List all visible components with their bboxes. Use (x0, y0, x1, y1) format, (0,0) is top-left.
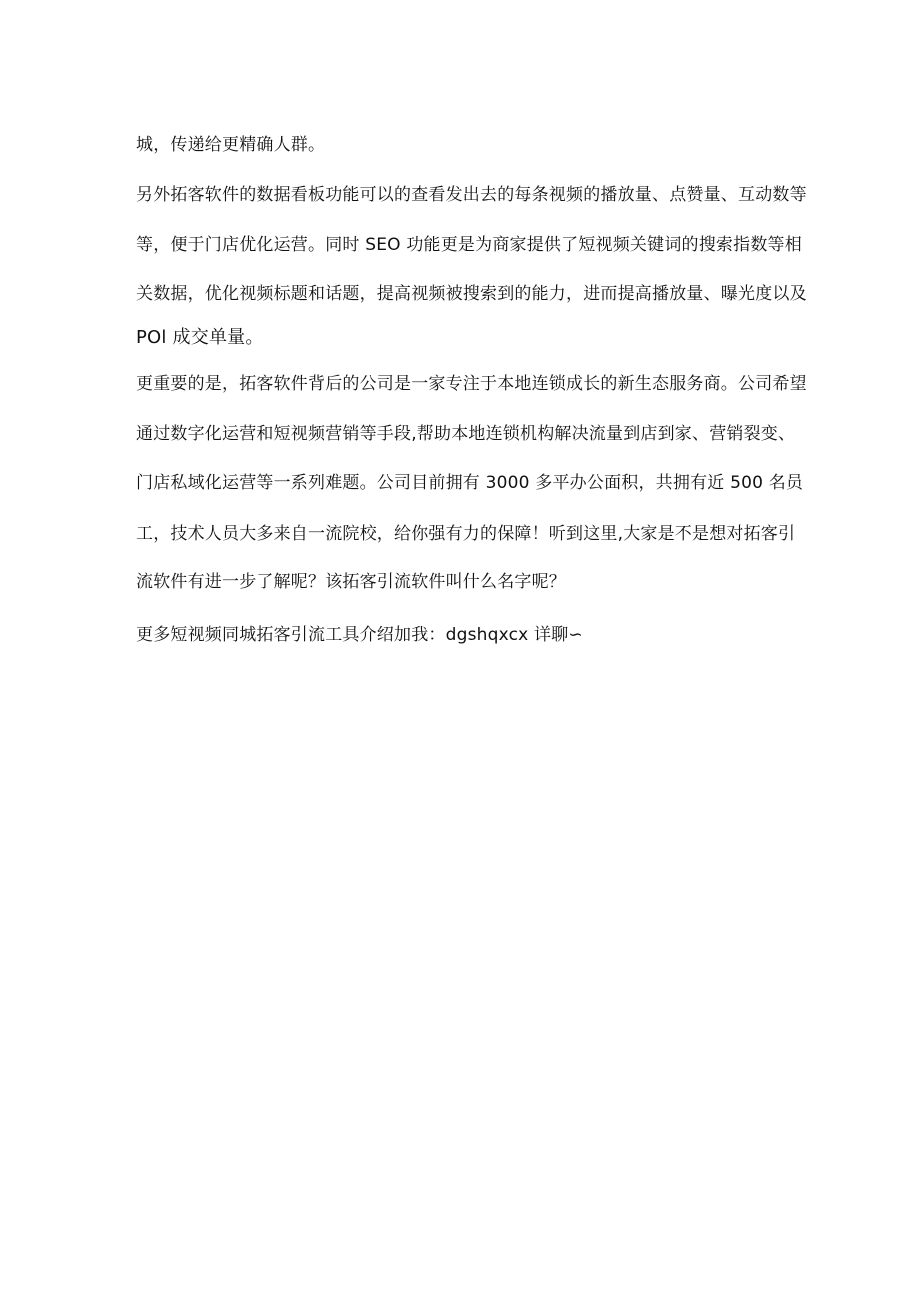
text-line: 通过数字化运营和短视频营销等手段,帮助本地连锁机构解决流量到店到家、营销裂变、 (136, 424, 796, 444)
text-line: 关数据，优化视频标题和话题，提高视频被搜索到的能力，进而提高播放量、曝光度以及 (136, 284, 807, 304)
text-line: 工，技术人员大多来自一流院校，给你强有力的保障！听到这里,大家是不是想对拓客引 (136, 524, 796, 544)
text-line: 更多短视频同城拓客引流工具介绍加我：dgshqxcx 详聊∽ (136, 625, 583, 645)
text-line: 门店私域化运营等一系列难题。公司目前拥有 3000 多平办公面积，共拥有近 500 名员 (136, 473, 804, 493)
text-line: 另外拓客软件的数据看板功能可以的查看发出去的每条视频的播放量、点赞量、互动数等 (136, 185, 807, 205)
text-line: 更重要的是，拓客软件背后的公司是一家专注于本地连锁成长的新生态服务商。公司希望 (136, 374, 807, 394)
text-line: 流软件有进一步了解呢？该拓客引流软件叫什么名字呢？ (136, 572, 566, 592)
text-line: POl 成交单量。 (136, 327, 264, 348)
text-line: 城，传递给更精确人群。 (136, 135, 326, 155)
text-line: 等，便于门店优化运营。同时 SEO 功能更是为商家提供了短视频关键词的搜索指数等相 (136, 235, 802, 255)
